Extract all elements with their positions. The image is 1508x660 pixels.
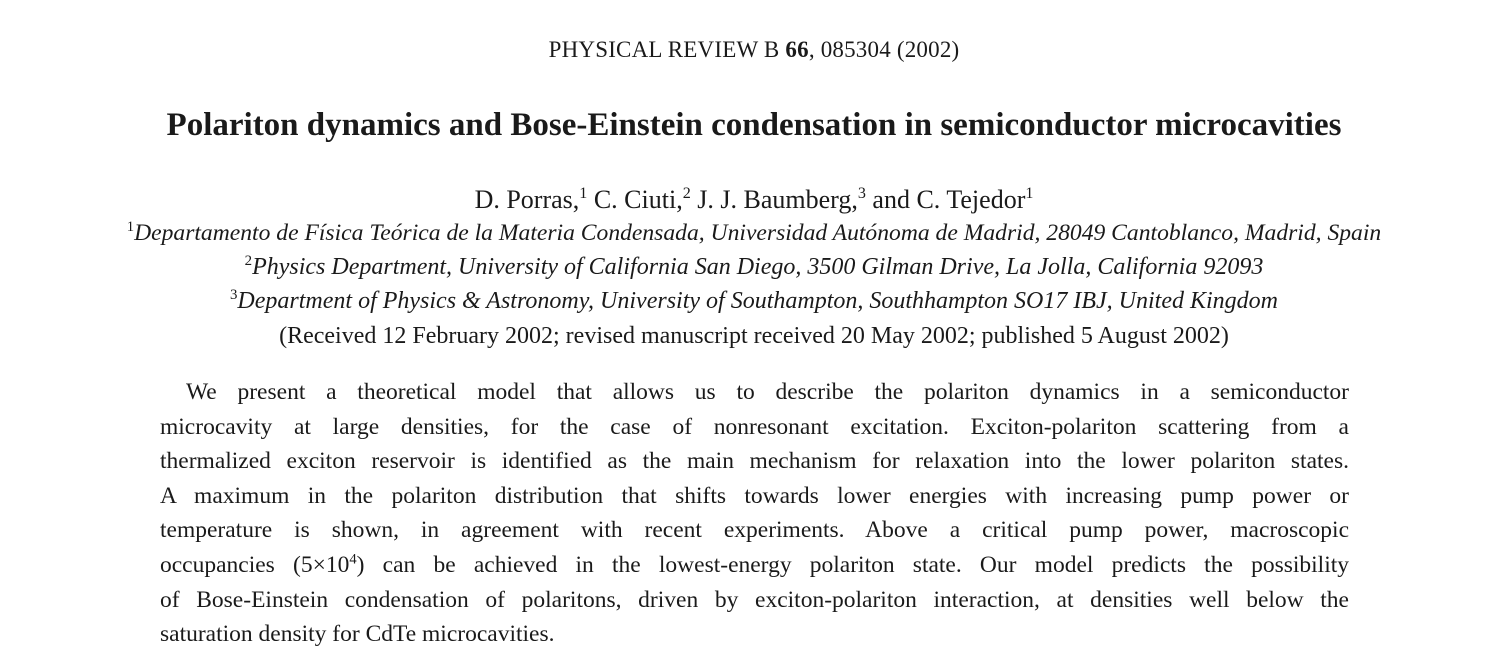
paper-title: Polariton dynamics and Bose-Einstein condensation in semiconductor microcavities (166, 107, 1342, 143)
author-list (0, 183, 1508, 217)
affiliation-text: Physics Department, University of California San Diego, 3500 Gilman Drive, La Jolla, California 92093 (252, 254, 1264, 280)
abstract-text: occupancies (5×10 (160, 551, 350, 578)
exponent: 4 (349, 551, 357, 568)
affiliation-mark: 1 (126, 218, 135, 235)
affiliation-mark: 2 (244, 252, 253, 269)
abstract-line: thermalized exciton reservoir is identified as the main mechanism for relaxation into the lower polariton states. (160, 448, 1349, 475)
author-affiliation-mark: 1 (579, 185, 588, 203)
journal-volume: 66 (785, 37, 809, 62)
author-name: and C. Tejedor (865, 185, 1026, 214)
abstract-line: microcavity at large densities, for the case of nonresonant excitation. Exciton-polariton scattering from a (160, 413, 1349, 440)
journal-name: PHYSICAL REVIEW B (548, 37, 780, 62)
affiliation (0, 286, 1508, 316)
affiliation (0, 218, 1508, 248)
journal-header (0, 35, 1508, 65)
abstract-line: temperature is shown, in agreement with recent experiments. Above a critical pump power, macroscopic (160, 517, 1349, 544)
abstract-line: A maximum in the polariton distribution that shifts towards lower energies with increasing pump power or (160, 482, 1349, 509)
affiliation-text: Department of Physics & Astronomy, University of Southampton, Southhampton SO17 IBJ, United Kingdom (237, 288, 1278, 314)
abstract-line (160, 548, 1349, 583)
abstract (160, 375, 1349, 652)
affiliation-mark: 3 (229, 286, 238, 303)
author-affiliation-mark: 2 (682, 185, 691, 203)
abstract-text: ) can be achieved in the lowest-energy polariton state. Our model predicts the possibility (356, 551, 1350, 578)
journal-article-year: , 085304 (2002) (808, 37, 960, 62)
author-name: J. J. Baumberg, (690, 185, 858, 214)
author-affiliation-mark: 1 (1025, 185, 1034, 203)
affiliation (0, 252, 1508, 282)
affiliation-text: Departamento de Física Teórica de la Materia Condensada, Universidad Autónoma de Madrid, 28049 Cantoblanco, Madrid, Spain (134, 220, 1382, 246)
abstract-line: of Bose-Einstein condensation of polaritons, driven by exciton-polariton interaction, at densities well below the (160, 586, 1349, 613)
abstract-line: We present a theoretical model that allows us to describe the polariton dynamics in a semiconductor (186, 379, 1349, 405)
author-name: C. Ciuti, (587, 185, 683, 214)
abstract-line: saturation density for CdTe microcavities. (160, 621, 555, 648)
received-dates: (Received 12 February 2002; revised manuscript received 20 May 2002; published 5 August 2002) (279, 323, 1229, 349)
author-affiliation-mark: 3 (857, 185, 866, 203)
author-name: D. Porras, (474, 185, 580, 214)
